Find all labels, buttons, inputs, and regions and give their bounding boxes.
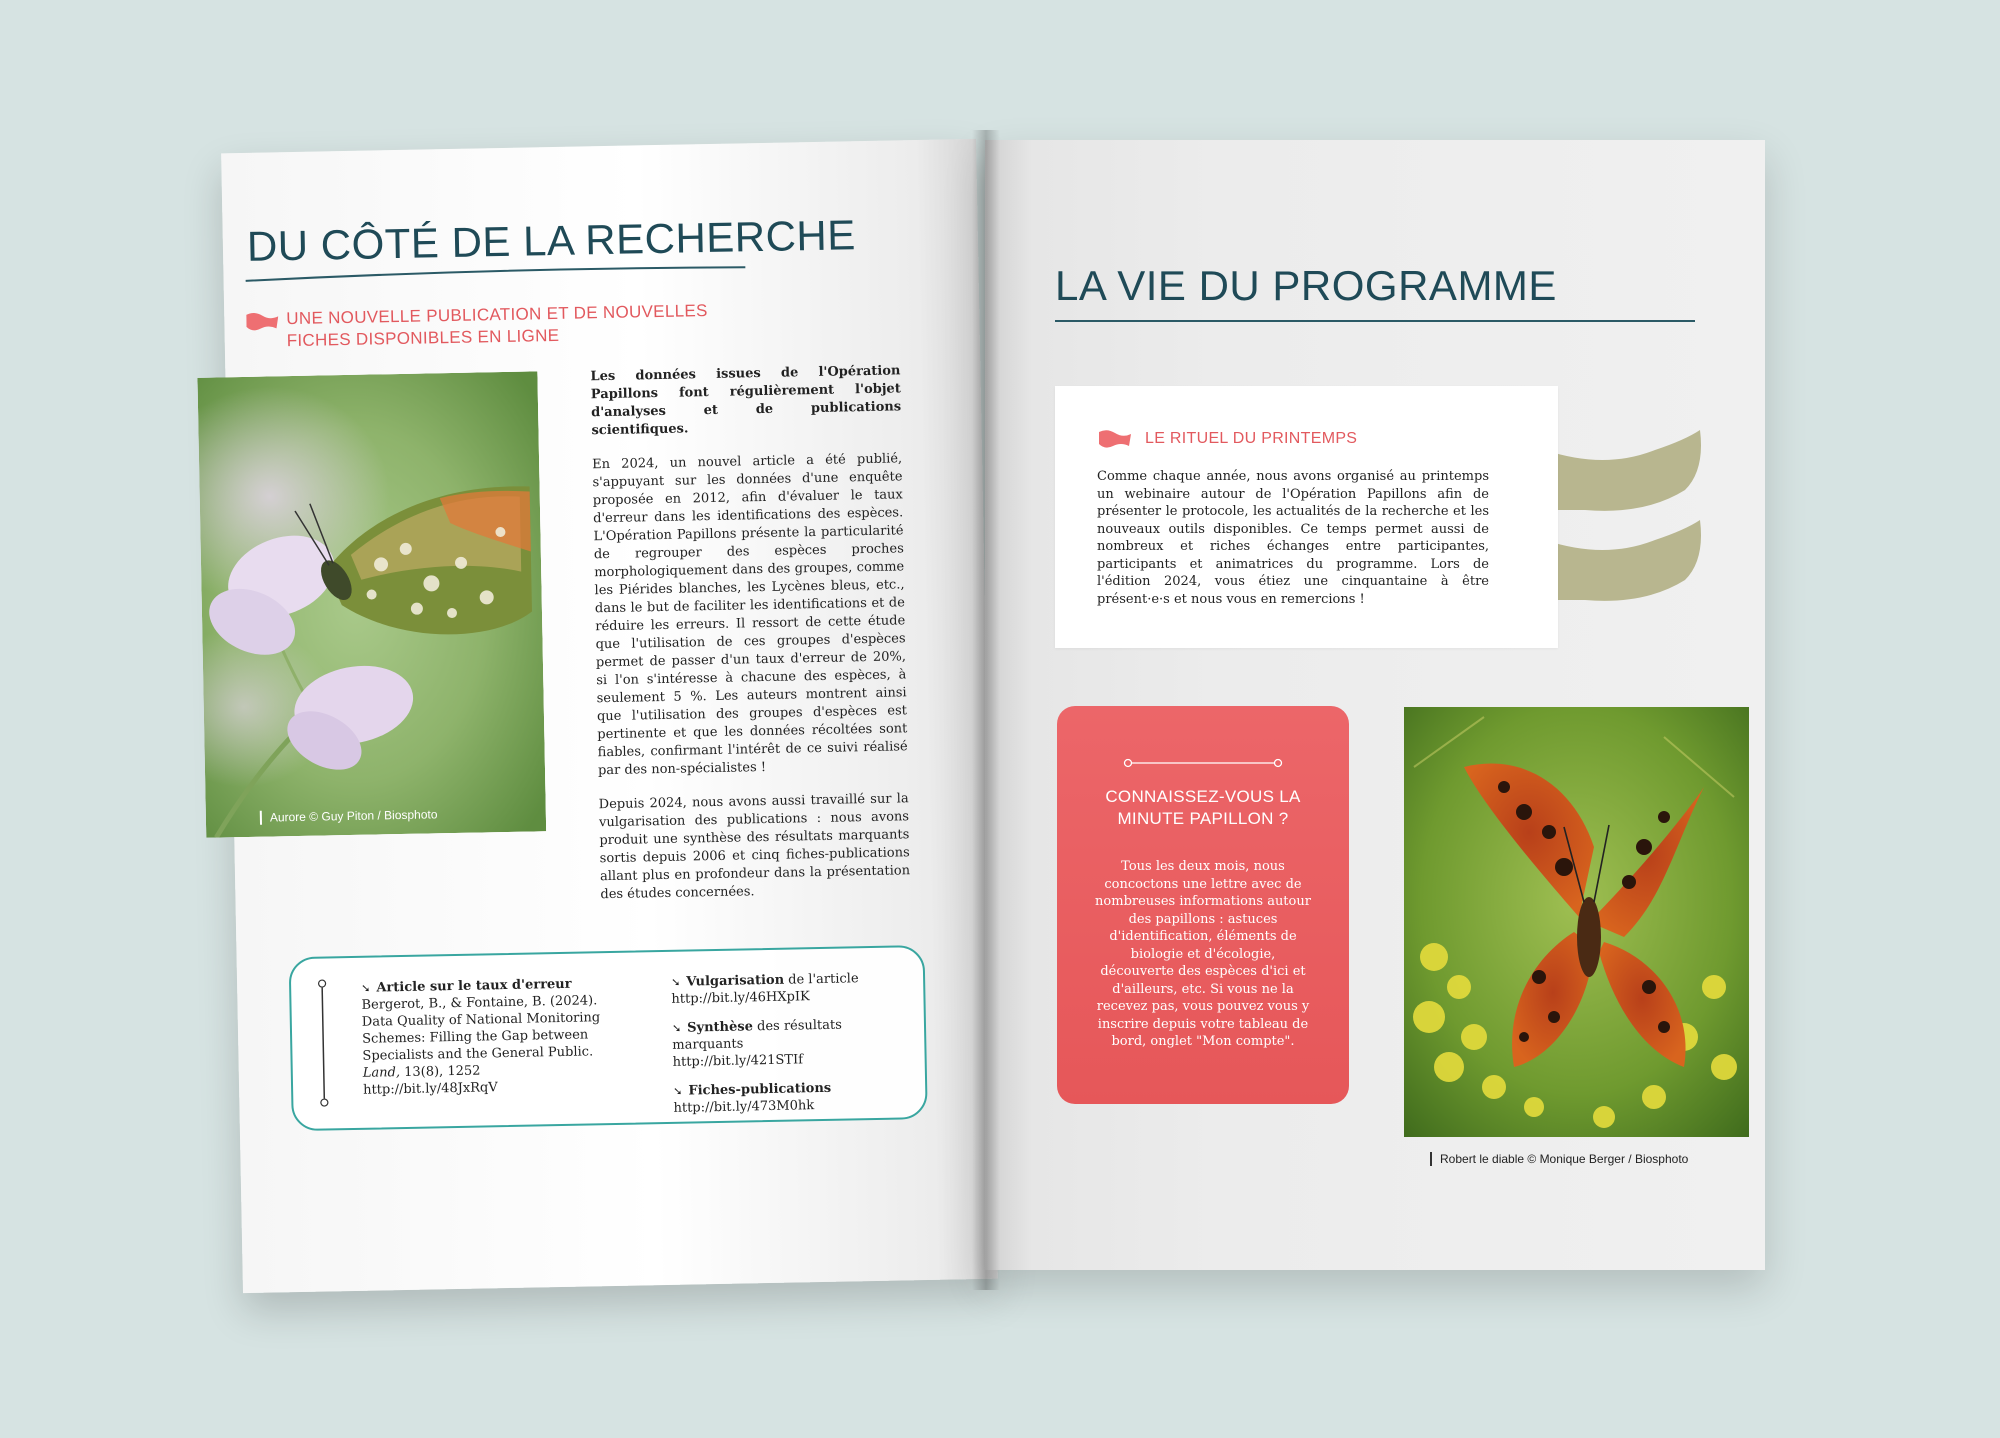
divider-icon — [1123, 758, 1283, 768]
rituel-text: Comme chaque année, nous avons organisé au printemps un webinaire autour de l'Opération Papillons afin de présenter le protocole, les actualités de la recherche et les nouveaux outils disponibles. Ce temps permet aussi de nombreux et riches échanges entre participantes, participants et animatrices du programme. Lors de l'édition 2024, vous étiez une cinquantaine à être présent·e·s et nous vous en remercions ! — [1097, 469, 1489, 607]
arrow-icon: ➘ — [671, 1021, 682, 1035]
reference-link-vulgarisation — [671, 969, 912, 1008]
minute-papillon-text: Tous les deux mois, nous concoctons une lettre avec de nombreuses informations autour des papillons : astuces d'identification, éléments de biologie et d'écologie, découverte des espèces d'ici et d'ailleurs, etc. Si vous ne la recevez pas, vous pouvez vous y inscrire depuis votre tableau de bord, onglet "Mon compte". — [1095, 859, 1311, 1049]
butterfly-photo-robert — [1404, 707, 1749, 1137]
fiches-link[interactable]: http://bit.ly/473M0hk — [673, 1098, 815, 1116]
section-subhead: UNE NOUVELLE PUBLICATION ET DE NOUVELLES FICHES DISPONIBLES EN LIGNE — [286, 301, 708, 351]
link-heading: Synthèse — [687, 1019, 754, 1036]
arrow-icon: ➘ — [671, 975, 681, 989]
reference-link-fiches — [673, 1078, 914, 1117]
paragraph-vulgarisation: Depuis 2024, nous avons aussi travaillé sur la vulgarisation des publications : nous avons produit une synthèse des résultats marquants sortis depuis 2006 et cinq fiches-publications allant plus en profondeur dans la présentation des études concernées. — [598, 791, 911, 903]
page-title-programme: LA VIE DU PROGRAMME — [1055, 262, 1557, 309]
decorative-wave-icon — [1545, 430, 1705, 605]
reference-volume: 13(8), 1252 — [404, 1063, 481, 1081]
photo-caption-aurore: Aurore © Guy Piton / Biosphoto — [260, 807, 438, 824]
flag-icon — [246, 312, 278, 331]
photo-caption-robert: Robert le diable © Monique Berger / Biosphoto — [1430, 1152, 1688, 1166]
arrow-icon: ➘ — [361, 981, 371, 995]
paragraph-study: En 2024, un nouvel article a été publié, s'appuyant sur les données d'une enquête proposée en 2012, afin d'évaluer le taux d'erreur dans les identifications des espèces. L'Opération Papillons présente la particularité de regrouper des espèces proches morphologiquement dans des groupes, comme les Piérides blanches, les Lycènes bleus, etc., dans le but de faciliter les identifications et de réduire les erreurs. Il ressort de cette étude que l'utilisation de ces groupes d'espèces permet de passer d'un taux d'erreur de 20%, si l'on s'intéresse à chacune des espèces, à seulement 5 %. Les auteurs montrent ainsi que l'utilisation des groupes d'espèces est pertinente et que les données récoltées sont fiables, confirmant l'intérêt de ce suivi réalisé par des non-spécialistes ! — [592, 451, 908, 779]
reference-article-heading: Article sur le taux d'erreur — [376, 976, 572, 996]
article-body — [590, 362, 911, 920]
arrow-icon: ➘ — [673, 1084, 683, 1098]
vulgarisation-link[interactable]: http://bit.ly/46HXpIK — [671, 989, 810, 1007]
title-rule — [1055, 320, 1695, 322]
reference-links — [671, 969, 914, 1117]
link-heading: Fiches-publications — [688, 1080, 832, 1099]
left-page — [221, 139, 998, 1293]
right-page — [985, 140, 1765, 1270]
reference-article-link[interactable]: http://bit.ly/48JxRqV — [362, 1080, 498, 1098]
minute-papillon-title: CONNAISSEZ-VOUS LA MINUTE PAPILLON ? — [1105, 787, 1301, 828]
synthese-link[interactable]: http://bit.ly/421STIf — [672, 1052, 804, 1070]
references-box — [289, 945, 928, 1131]
rituel-card — [1055, 386, 1558, 648]
link-heading-rest: de l'article — [783, 971, 859, 988]
link-heading: Vulgarisation — [686, 972, 785, 990]
link-heading-rest: des résultats marquants — [672, 1017, 842, 1053]
timeline-icon — [317, 978, 329, 1108]
flag-icon — [1099, 430, 1131, 448]
book-gutter — [972, 130, 1000, 1290]
reference-citation: Bergerot, B., & Fontaine, B. (2024). Data Quality of National Monitoring Schemes: Filling the Gap between Specialists and the General Public. — [361, 993, 601, 1064]
butterfly-photo-aurore — [197, 371, 546, 837]
paragraph-intro: Les données issues de l'Opération Papillons font régulièrement l'objet d'analyses et de publications scientifiques. — [590, 363, 902, 439]
minute-papillon-card — [1057, 706, 1349, 1104]
rituel-subhead: LE RITUEL DU PRINTEMPS — [1145, 430, 1358, 447]
reference-article — [361, 975, 633, 1099]
page-title-recherche: DU CÔTÉ DE LA RECHERCHE — [246, 211, 857, 270]
reference-link-synthese — [672, 1015, 913, 1071]
reference-journal: Land, — [362, 1065, 401, 1081]
